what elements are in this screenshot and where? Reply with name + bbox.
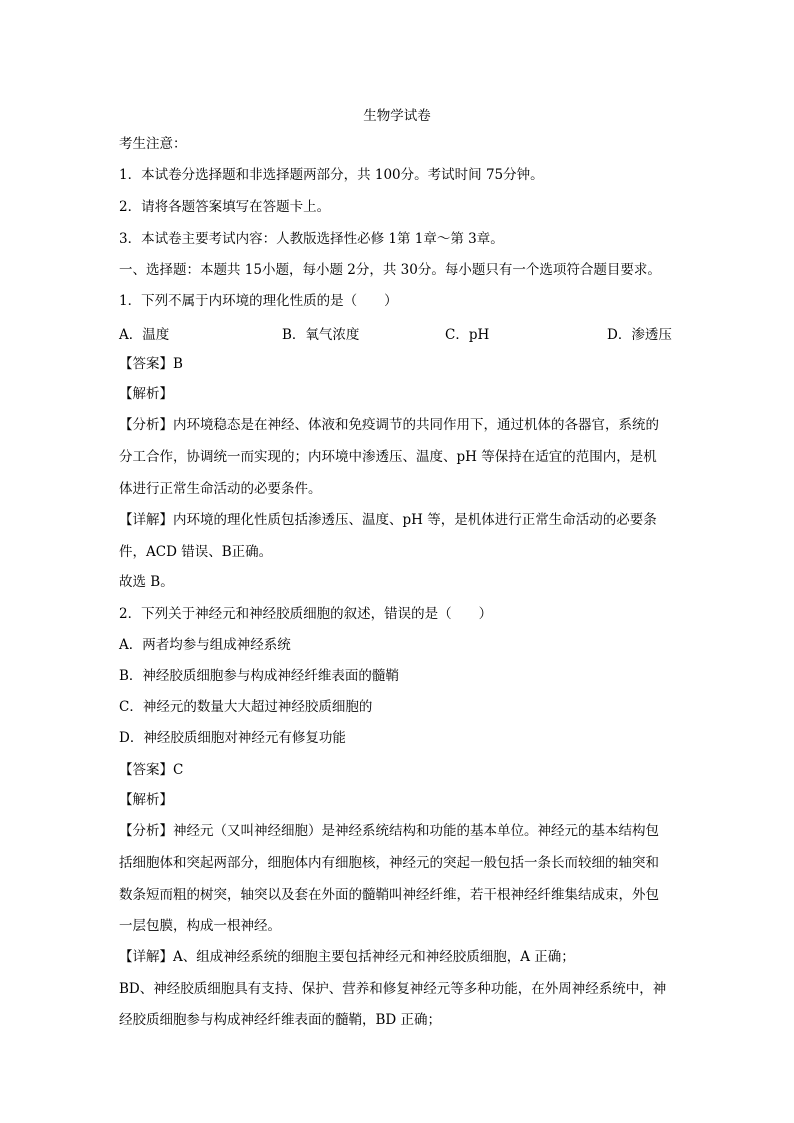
notice-item-3: 3．本试卷主要考试内容：人教版选择性必修 1第 1章～第 3章。 [119,231,504,247]
q1-fenxi-line-3: 体进行正常生命活动的必要条件。 [119,481,322,497]
q1-option-c: C．pH [445,327,490,343]
q1-fenxi-line-1: 【分析】内环境稳态是在神经、体液和免疫调节的共同作用下，通过机体的各器官，系统的 [119,417,659,433]
q1-option-d: D．渗透压 [607,327,672,343]
section-heading: 一、选择题：本题共 15小题，每小题 2分，共 30分。每小题只有一个选项符合题目要求。 [119,262,661,278]
q1-stem: 1．下列不属于内环境的理化性质的是（ ） [119,293,398,309]
q2-answer: 【答案】C [119,762,184,778]
q2-option-d: D．神经胶质细胞对神经元有修复功能 [119,730,346,746]
notice-item-1: 1．本试卷分选择题和非选择题两部分，共 100分。考试时间 75分钟。 [119,167,544,183]
q2-fenxi-line-4: 一层包膜，构成一根神经。 [119,918,281,934]
q1-option-b: B．氧气浓度 [282,327,360,343]
q2-option-a: A．两者均参与组成神经系统 [119,637,291,653]
q2-option-c: C．神经元的数量大大超过神经胶质细胞的 [119,699,373,715]
q1-xiangjie-line-1: 【详解】内环境的理化性质包括渗透压、温度、pH 等，是机体进行正常生命活动的必要条 [119,512,657,528]
notice-item-2: 2．请将各题答案填写在答题卡上。 [119,199,331,215]
q1-fenxi-line-2: 分工合作，协调统一而实现的；内环境中渗透压、温度、pH 等保持在适宜的范围内，是机 [119,449,657,465]
q2-xiangjie-line-1: 【详解】A、组成神经系统的细胞主要包括神经元和神经胶质细胞，A 正确； [119,949,575,965]
q2-option-b: B．神经胶质细胞参与构成神经纤维表面的髓鞘 [119,668,399,684]
q1-option-a: A．温度 [119,327,170,343]
q1-analysis-label: 【解析】 [119,386,173,402]
q2-fenxi-line-1: 【分析】神经元（又叫神经细胞）是神经系统结构和功能的基本单位。神经元的基本结构包 [119,823,659,839]
q1-xiangjie-line-2: 件，ACD 错误、B正确。 [119,544,273,560]
notice-heading: 考生注意： [119,136,187,152]
q1-conclusion: 故选 B。 [119,574,174,590]
q2-analysis-label: 【解析】 [119,792,173,808]
q2-stem: 2．下列关于神经元和神经胶质细胞的叙述，错误的是（ ） [119,606,493,622]
q2-xiangjie-line-2: BD、神经胶质细胞具有支持、保护、营养和修复神经元等多种功能，在外周神经系统中，神 [119,981,667,997]
q2-fenxi-line-2: 括细胞体和突起两部分，细胞体内有细胞核，神经元的突起一般包括一条长而较细的轴突和 [119,855,659,871]
q2-xiangjie-line-3: 经胶质细胞参与构成神经纤维表面的髓鞘，BD 正确； [119,1012,442,1028]
q2-fenxi-line-3: 数条短而粗的树突，轴突以及套在外面的髓鞘叫神经纤维，若干根神经纤维集结成束，外包 [119,887,659,903]
page-title: 生物学试卷 [363,108,431,124]
q1-answer: 【答案】B [119,356,183,372]
